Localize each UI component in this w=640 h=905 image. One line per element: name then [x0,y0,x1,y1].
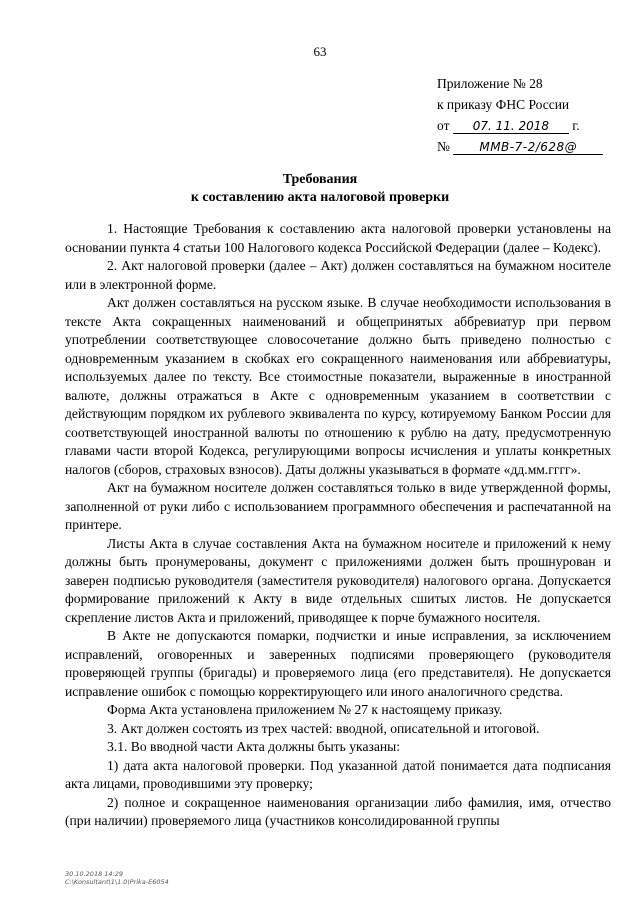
footer-timestamp: 30.10.2018 14:29 [65,870,124,878]
document-body [65,220,611,831]
handwritten-date: 07. 11. 2018 [453,119,569,134]
page-number: 63 [313,44,327,59]
paragraph: 1. Настоящие Требования к составлению акта налоговой проверки установлены на основании пункта 4 статьи 100 Налогового кодекса Российской Федерации (далее – Кодекс). [65,221,611,255]
paragraph: 2) полное и сокращенное наименования организации либо фамилия, имя, отчество (при наличии) проверяемого лица (участников консолидированной группы [65,794,611,828]
appendix-title: Приложение № 28 [437,76,543,91]
appendix-order: к приказу ФНС России [437,97,570,112]
appendix-block [437,73,637,157]
appendix-number-row [437,136,637,157]
paragraph: Акт должен составляться на русском языке. В случае необходимости использования в тексте Акта сокращенных наименований и общепринятых аббревиатур при первом употреблении соответствующее словосочетание должно быть приведено полностью с одновременным указанием в скобках его сокращенного наименования или аббревиатуры, используемых далее по тексту. Все стоимостные показатели, выраженные в иностранной валюте, должны отражаться в Акте с одновременным указанием в соответствии с действующим порядком их рублевого эквивалента по курсу, котируемому Банком России для соответствующей иностранной валюты по отношению к рублю на дату, предусмотренную главами части второй Кодекса, регулирующими вопросы исчисления и уплаты конкретных налогов (сборов, страховых взносов). Даты должны указываться в формате «дд.мм.гггг». [65,295,611,477]
date-prefix: от [437,118,450,133]
handwritten-number: ММВ-7-2/628@ [453,140,603,155]
paragraph: 1) дата акта налоговой проверки. Под указанной датой понимается дата подписания акта лицами, проводившими эту проверку; [65,757,611,791]
title-line-1: Требования [282,172,358,187]
paragraph: Форма Акта установлена приложением № 27 к настоящему приказу. [107,702,503,717]
date-suffix: г. [572,118,580,133]
paragraph: Листы Акта в случае составления Акта на бумажном носителе и приложений к нему должны быть пронумерованы, документ с приложениями должен быть прошнурован и заверен подписью руководителя (заместителя руководителя) налогового органа. Допускается формирование приложений к Акту в виде отдельных сшитых листов. Не допускается скрепление листов Акта и приложений, приводящее к порче бумажного носителя. [65,535,611,625]
title-line-2: к составлению акта налоговой проверки [190,190,450,205]
appendix-date-row [437,115,637,136]
document-title [0,171,640,207]
number-prefix: № [437,139,450,154]
paragraph: 3. Акт должен состоять из трех частей: вводной, описательной и итоговой. [107,720,540,736]
paragraph: Акт на бумажном носителе должен составляться только в виде утвержденной формы, заполненной от руки либо с использованием программного обеспечения и распечатанной на принтере. [65,480,611,532]
paragraph: В Акте не допускаются помарки, подчистки и иные исправления, за исключением исправлений, оговоренных и заверенных подписями проверяющего (руководителя проверяющей группы (бригады) и проверяемого лица (его представителя). Не допускается исправление ошибок с помощью корректирующего или иного аналогичного средства. [65,628,611,699]
footer-path: С:\Konsultant\1\1.0\Prika-E6054 [65,878,169,886]
paragraph: 3.1. Во вводной части Акта должны быть указаны: [107,739,401,754]
paragraph: 2. Акт налоговой проверки (далее – Акт) должен составляться на бумажном носителе или в электронной форме. [65,258,611,292]
footer-stamp [65,870,169,886]
